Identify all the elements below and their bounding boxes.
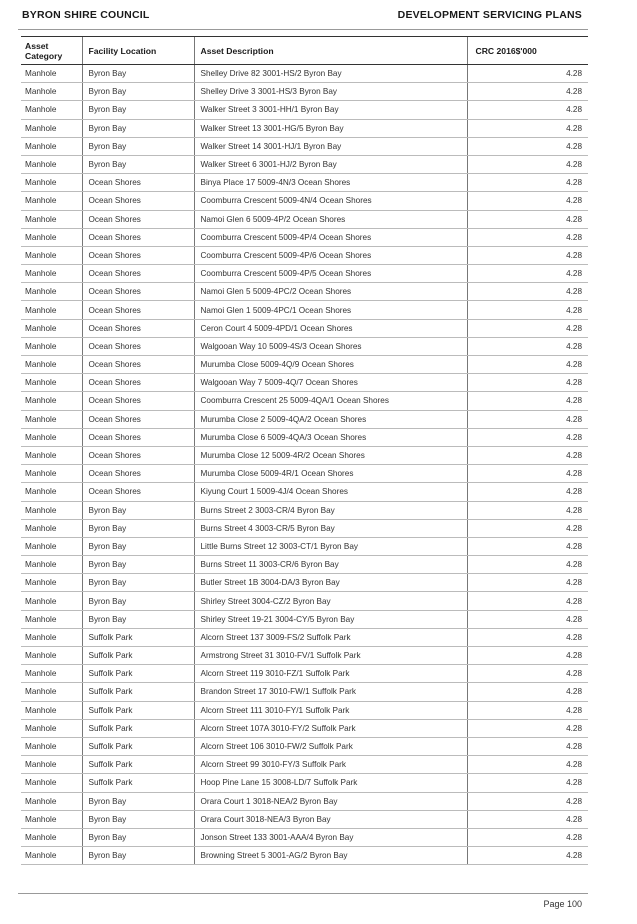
facility-location-cell: Byron Bay bbox=[82, 828, 194, 846]
table-row bbox=[21, 501, 588, 519]
asset-category-cell: Manhole bbox=[21, 428, 82, 446]
table-row bbox=[21, 246, 588, 264]
table-row bbox=[21, 392, 588, 410]
asset-description-cell: Coomburra Crescent 25 5009-4QA/1 Ocean Shores bbox=[194, 392, 467, 410]
table-body bbox=[21, 65, 588, 865]
facility-location-cell: Ocean Shores bbox=[82, 374, 194, 392]
asset-description-cell: Brandon Street 17 3010-FW/1 Suffolk Park bbox=[194, 683, 467, 701]
asset-description-cell: Binya Place 17 5009-4N/3 Ocean Shores bbox=[194, 174, 467, 192]
crc-value-cell: 4.28 bbox=[467, 319, 588, 337]
asset-category-cell: Manhole bbox=[21, 774, 82, 792]
page-header bbox=[22, 9, 582, 21]
facility-location-cell: Byron Bay bbox=[82, 119, 194, 137]
crc-value-cell: 4.28 bbox=[467, 228, 588, 246]
crc-value-cell: 4.28 bbox=[467, 337, 588, 355]
asset-description-cell: Burns Street 2 3003-CR/4 Byron Bay bbox=[194, 501, 467, 519]
asset-category-cell: Manhole bbox=[21, 101, 82, 119]
asset-category-cell: Manhole bbox=[21, 737, 82, 755]
asset-description-cell: Namoi Glen 1 5009-4PC/1 Ocean Shores bbox=[194, 301, 467, 319]
asset-description-cell: Browning Street 5 3001-AG/2 Byron Bay bbox=[194, 847, 467, 865]
table-row bbox=[21, 592, 588, 610]
asset-category-cell: Manhole bbox=[21, 174, 82, 192]
table-row bbox=[21, 83, 588, 101]
asset-description-cell: Murumba Close 5009-4R/1 Ocean Shores bbox=[194, 465, 467, 483]
facility-location-cell: Ocean Shores bbox=[82, 283, 194, 301]
asset-category-cell: Manhole bbox=[21, 628, 82, 646]
facility-location-cell: Suffolk Park bbox=[82, 665, 194, 683]
asset-description-cell: Jonson Street 133 3001-AAA/4 Byron Bay bbox=[194, 828, 467, 846]
column-header-asset-description: Asset Description bbox=[194, 37, 467, 65]
asset-description-cell: Namoi Glen 6 5009-4P/2 Ocean Shores bbox=[194, 210, 467, 228]
asset-category-cell: Manhole bbox=[21, 392, 82, 410]
asset-category-cell: Manhole bbox=[21, 228, 82, 246]
asset-category-cell: Manhole bbox=[21, 192, 82, 210]
table-row bbox=[21, 210, 588, 228]
table-row bbox=[21, 465, 588, 483]
facility-location-cell: Byron Bay bbox=[82, 556, 194, 574]
table-row bbox=[21, 683, 588, 701]
table-row bbox=[21, 192, 588, 210]
crc-value-cell: 4.28 bbox=[467, 810, 588, 828]
table-row bbox=[21, 537, 588, 555]
asset-category-cell: Manhole bbox=[21, 701, 82, 719]
asset-category-cell: Manhole bbox=[21, 465, 82, 483]
asset-description-cell: Kiyung Court 1 5009-4J/4 Ocean Shores bbox=[194, 483, 467, 501]
table-row bbox=[21, 265, 588, 283]
asset-description-cell: Alcorn Street 107A 3010-FY/2 Suffolk Park bbox=[194, 719, 467, 737]
asset-description-cell: Burns Street 11 3003-CR/6 Byron Bay bbox=[194, 556, 467, 574]
table-row bbox=[21, 356, 588, 374]
facility-location-cell: Suffolk Park bbox=[82, 701, 194, 719]
asset-description-cell: Murumba Close 6 5009-4QA/3 Ocean Shores bbox=[194, 428, 467, 446]
document-title: DEVELOPMENT SERVICING PLANS bbox=[397, 9, 582, 21]
asset-category-cell: Manhole bbox=[21, 283, 82, 301]
asset-category-cell: Manhole bbox=[21, 301, 82, 319]
asset-description-cell: Coomburra Crescent 5009-4P/5 Ocean Shores bbox=[194, 265, 467, 283]
asset-category-cell: Manhole bbox=[21, 592, 82, 610]
asset-description-cell: Walgooan Way 7 5009-4Q/7 Ocean Shores bbox=[194, 374, 467, 392]
crc-value-cell: 4.28 bbox=[467, 519, 588, 537]
asset-category-cell: Manhole bbox=[21, 446, 82, 464]
asset-category-cell: Manhole bbox=[21, 519, 82, 537]
facility-location-cell: Ocean Shores bbox=[82, 465, 194, 483]
table-row bbox=[21, 628, 588, 646]
facility-location-cell: Suffolk Park bbox=[82, 774, 194, 792]
facility-location-cell: Ocean Shores bbox=[82, 246, 194, 264]
asset-category-cell: Manhole bbox=[21, 83, 82, 101]
crc-value-cell: 4.28 bbox=[467, 101, 588, 119]
facility-location-cell: Suffolk Park bbox=[82, 683, 194, 701]
crc-value-cell: 4.28 bbox=[467, 446, 588, 464]
asset-category-cell: Manhole bbox=[21, 319, 82, 337]
asset-description-cell: Namoi Glen 5 5009-4PC/2 Ocean Shores bbox=[194, 283, 467, 301]
table-row bbox=[21, 483, 588, 501]
asset-description-cell: Alcorn Street 99 3010-FY/3 Suffolk Park bbox=[194, 756, 467, 774]
asset-category-cell: Manhole bbox=[21, 719, 82, 737]
asset-category-cell: Manhole bbox=[21, 501, 82, 519]
column-header-crc: CRC 2016$'000 bbox=[467, 37, 588, 65]
crc-value-cell: 4.28 bbox=[467, 847, 588, 865]
column-header-asset-category: Asset Category bbox=[21, 37, 82, 65]
table-row bbox=[21, 774, 588, 792]
facility-location-cell: Ocean Shores bbox=[82, 446, 194, 464]
facility-location-cell: Suffolk Park bbox=[82, 737, 194, 755]
asset-description-cell: Murumba Close 2 5009-4QA/2 Ocean Shores bbox=[194, 410, 467, 428]
facility-location-cell: Byron Bay bbox=[82, 810, 194, 828]
crc-value-cell: 4.28 bbox=[467, 265, 588, 283]
table-row bbox=[21, 828, 588, 846]
asset-description-cell: Armstrong Street 31 3010-FV/1 Suffolk Park bbox=[194, 647, 467, 665]
crc-value-cell: 4.28 bbox=[467, 628, 588, 646]
facility-location-cell: Byron Bay bbox=[82, 83, 194, 101]
crc-value-cell: 4.28 bbox=[467, 283, 588, 301]
asset-category-cell: Manhole bbox=[21, 610, 82, 628]
facility-location-cell: Byron Bay bbox=[82, 155, 194, 173]
table-row bbox=[21, 847, 588, 865]
asset-description-cell: Burns Street 4 3003-CR/5 Byron Bay bbox=[194, 519, 467, 537]
asset-description-cell: Little Burns Street 12 3003-CT/1 Byron Bay bbox=[194, 537, 467, 555]
asset-category-cell: Manhole bbox=[21, 647, 82, 665]
asset-category-cell: Manhole bbox=[21, 792, 82, 810]
facility-location-cell: Byron Bay bbox=[82, 574, 194, 592]
asset-description-cell: Walker Street 14 3001-HJ/1 Byron Bay bbox=[194, 137, 467, 155]
asset-category-cell: Manhole bbox=[21, 119, 82, 137]
asset-category-cell: Manhole bbox=[21, 537, 82, 555]
crc-value-cell: 4.28 bbox=[467, 501, 588, 519]
footer-divider bbox=[18, 893, 588, 894]
facility-location-cell: Suffolk Park bbox=[82, 647, 194, 665]
table-row bbox=[21, 65, 588, 83]
crc-value-cell: 4.28 bbox=[467, 301, 588, 319]
facility-location-cell: Byron Bay bbox=[82, 592, 194, 610]
facility-location-cell: Ocean Shores bbox=[82, 337, 194, 355]
asset-description-cell: Alcorn Street 106 3010-FW/2 Suffolk Park bbox=[194, 737, 467, 755]
crc-value-cell: 4.28 bbox=[467, 701, 588, 719]
asset-description-cell: Walgooan Way 10 5009-4S/3 Ocean Shores bbox=[194, 337, 467, 355]
asset-table bbox=[21, 36, 588, 865]
facility-location-cell: Ocean Shores bbox=[82, 210, 194, 228]
table-row bbox=[21, 101, 588, 119]
table-row bbox=[21, 410, 588, 428]
table-row bbox=[21, 756, 588, 774]
asset-category-cell: Manhole bbox=[21, 246, 82, 264]
crc-value-cell: 4.28 bbox=[467, 65, 588, 83]
asset-category-cell: Manhole bbox=[21, 574, 82, 592]
facility-location-cell: Byron Bay bbox=[82, 792, 194, 810]
header-divider bbox=[18, 29, 588, 30]
facility-location-cell: Byron Bay bbox=[82, 137, 194, 155]
table-row bbox=[21, 337, 588, 355]
facility-location-cell: Ocean Shores bbox=[82, 483, 194, 501]
facility-location-cell: Byron Bay bbox=[82, 65, 194, 83]
asset-description-cell: Murumba Close 5009-4Q/9 Ocean Shores bbox=[194, 356, 467, 374]
asset-description-cell: Alcorn Street 119 3010-FZ/1 Suffolk Park bbox=[194, 665, 467, 683]
asset-category-cell: Manhole bbox=[21, 828, 82, 846]
table-row bbox=[21, 283, 588, 301]
facility-location-cell: Ocean Shores bbox=[82, 428, 194, 446]
asset-category-cell: Manhole bbox=[21, 337, 82, 355]
facility-location-cell: Ocean Shores bbox=[82, 174, 194, 192]
table-row bbox=[21, 428, 588, 446]
facility-location-cell: Byron Bay bbox=[82, 501, 194, 519]
table-row bbox=[21, 610, 588, 628]
asset-description-cell: Orara Court 3018-NEA/3 Byron Bay bbox=[194, 810, 467, 828]
table-row bbox=[21, 556, 588, 574]
asset-category-cell: Manhole bbox=[21, 665, 82, 683]
asset-description-cell: Shelley Drive 3 3001-HS/3 Byron Bay bbox=[194, 83, 467, 101]
crc-value-cell: 4.28 bbox=[467, 828, 588, 846]
asset-category-cell: Manhole bbox=[21, 137, 82, 155]
asset-description-cell: Coomburra Crescent 5009-4P/6 Ocean Shores bbox=[194, 246, 467, 264]
facility-location-cell: Ocean Shores bbox=[82, 192, 194, 210]
table-row bbox=[21, 319, 588, 337]
table-row bbox=[21, 574, 588, 592]
asset-category-cell: Manhole bbox=[21, 683, 82, 701]
table-row bbox=[21, 137, 588, 155]
facility-location-cell: Ocean Shores bbox=[82, 392, 194, 410]
asset-description-cell: Walker Street 6 3001-HJ/2 Byron Bay bbox=[194, 155, 467, 173]
facility-location-cell: Ocean Shores bbox=[82, 265, 194, 283]
facility-location-cell: Byron Bay bbox=[82, 537, 194, 555]
table-row bbox=[21, 665, 588, 683]
asset-category-cell: Manhole bbox=[21, 210, 82, 228]
crc-value-cell: 4.28 bbox=[467, 465, 588, 483]
facility-location-cell: Ocean Shores bbox=[82, 356, 194, 374]
facility-location-cell: Suffolk Park bbox=[82, 756, 194, 774]
asset-description-cell: Shirley Street 3004-CZ/2 Byron Bay bbox=[194, 592, 467, 610]
crc-value-cell: 4.28 bbox=[467, 592, 588, 610]
column-header-facility-location: Facility Location bbox=[82, 37, 194, 65]
crc-value-cell: 4.28 bbox=[467, 356, 588, 374]
crc-value-cell: 4.28 bbox=[467, 246, 588, 264]
council-name: BYRON SHIRE COUNCIL bbox=[22, 9, 150, 21]
facility-location-cell: Ocean Shores bbox=[82, 301, 194, 319]
asset-category-cell: Manhole bbox=[21, 756, 82, 774]
crc-value-cell: 4.28 bbox=[467, 537, 588, 555]
crc-value-cell: 4.28 bbox=[467, 556, 588, 574]
crc-value-cell: 4.28 bbox=[467, 610, 588, 628]
crc-value-cell: 4.28 bbox=[467, 683, 588, 701]
crc-value-cell: 4.28 bbox=[467, 174, 588, 192]
crc-value-cell: 4.28 bbox=[467, 119, 588, 137]
table-row bbox=[21, 719, 588, 737]
asset-description-cell: Butler Street 1B 3004-DA/3 Byron Bay bbox=[194, 574, 467, 592]
crc-value-cell: 4.28 bbox=[467, 647, 588, 665]
table-row bbox=[21, 737, 588, 755]
asset-category-cell: Manhole bbox=[21, 356, 82, 374]
asset-category-cell: Manhole bbox=[21, 374, 82, 392]
crc-value-cell: 4.28 bbox=[467, 737, 588, 755]
table-row bbox=[21, 155, 588, 173]
crc-value-cell: 4.28 bbox=[467, 374, 588, 392]
crc-value-cell: 4.28 bbox=[467, 792, 588, 810]
asset-description-cell: Shelley Drive 82 3001-HS/2 Byron Bay bbox=[194, 65, 467, 83]
asset-category-cell: Manhole bbox=[21, 483, 82, 501]
crc-value-cell: 4.28 bbox=[467, 410, 588, 428]
asset-category-cell: Manhole bbox=[21, 65, 82, 83]
facility-location-cell: Ocean Shores bbox=[82, 410, 194, 428]
asset-description-cell: Murumba Close 12 5009-4R/2 Ocean Shores bbox=[194, 446, 467, 464]
asset-description-cell: Shirley Street 19-21 3004-CY/5 Byron Bay bbox=[194, 610, 467, 628]
asset-category-cell: Manhole bbox=[21, 556, 82, 574]
table-row bbox=[21, 810, 588, 828]
table-row bbox=[21, 792, 588, 810]
asset-description-cell: Alcorn Street 137 3009-FS/2 Suffolk Park bbox=[194, 628, 467, 646]
asset-category-cell: Manhole bbox=[21, 155, 82, 173]
crc-value-cell: 4.28 bbox=[467, 137, 588, 155]
crc-value-cell: 4.28 bbox=[467, 774, 588, 792]
asset-description-cell: Coomburra Crescent 5009-4N/4 Ocean Shores bbox=[194, 192, 467, 210]
asset-description-cell: Coomburra Crescent 5009-4P/4 Ocean Shores bbox=[194, 228, 467, 246]
facility-location-cell: Byron Bay bbox=[82, 847, 194, 865]
asset-description-cell: Ceron Court 4 5009-4PD/1 Ocean Shores bbox=[194, 319, 467, 337]
table-row bbox=[21, 446, 588, 464]
table-row bbox=[21, 228, 588, 246]
facility-location-cell: Suffolk Park bbox=[82, 628, 194, 646]
asset-description-cell: Walker Street 3 3001-HH/1 Byron Bay bbox=[194, 101, 467, 119]
crc-value-cell: 4.28 bbox=[467, 483, 588, 501]
crc-value-cell: 4.28 bbox=[467, 192, 588, 210]
facility-location-cell: Ocean Shores bbox=[82, 228, 194, 246]
facility-location-cell: Byron Bay bbox=[82, 519, 194, 537]
crc-value-cell: 4.28 bbox=[467, 574, 588, 592]
asset-description-cell: Hoop Pine Lane 15 3008-LD/7 Suffolk Park bbox=[194, 774, 467, 792]
facility-location-cell: Byron Bay bbox=[82, 101, 194, 119]
asset-category-cell: Manhole bbox=[21, 810, 82, 828]
table-row bbox=[21, 519, 588, 537]
facility-location-cell: Suffolk Park bbox=[82, 719, 194, 737]
crc-value-cell: 4.28 bbox=[467, 83, 588, 101]
crc-value-cell: 4.28 bbox=[467, 428, 588, 446]
asset-category-cell: Manhole bbox=[21, 410, 82, 428]
crc-value-cell: 4.28 bbox=[467, 210, 588, 228]
table-row bbox=[21, 119, 588, 137]
table-row bbox=[21, 647, 588, 665]
crc-value-cell: 4.28 bbox=[467, 719, 588, 737]
table-row bbox=[21, 374, 588, 392]
page-number: Page 100 bbox=[543, 899, 582, 909]
facility-location-cell: Ocean Shores bbox=[82, 319, 194, 337]
asset-category-cell: Manhole bbox=[21, 265, 82, 283]
asset-description-cell: Walker Street 13 3001-HG/5 Byron Bay bbox=[194, 119, 467, 137]
asset-description-cell: Orara Court 1 3018-NEA/2 Byron Bay bbox=[194, 792, 467, 810]
asset-category-cell: Manhole bbox=[21, 847, 82, 865]
asset-description-cell: Alcorn Street 111 3010-FY/1 Suffolk Park bbox=[194, 701, 467, 719]
crc-value-cell: 4.28 bbox=[467, 665, 588, 683]
table-row bbox=[21, 174, 588, 192]
crc-value-cell: 4.28 bbox=[467, 392, 588, 410]
table-row bbox=[21, 701, 588, 719]
table-row bbox=[21, 301, 588, 319]
crc-value-cell: 4.28 bbox=[467, 756, 588, 774]
table-header-row bbox=[21, 37, 588, 65]
crc-value-cell: 4.28 bbox=[467, 155, 588, 173]
facility-location-cell: Byron Bay bbox=[82, 610, 194, 628]
